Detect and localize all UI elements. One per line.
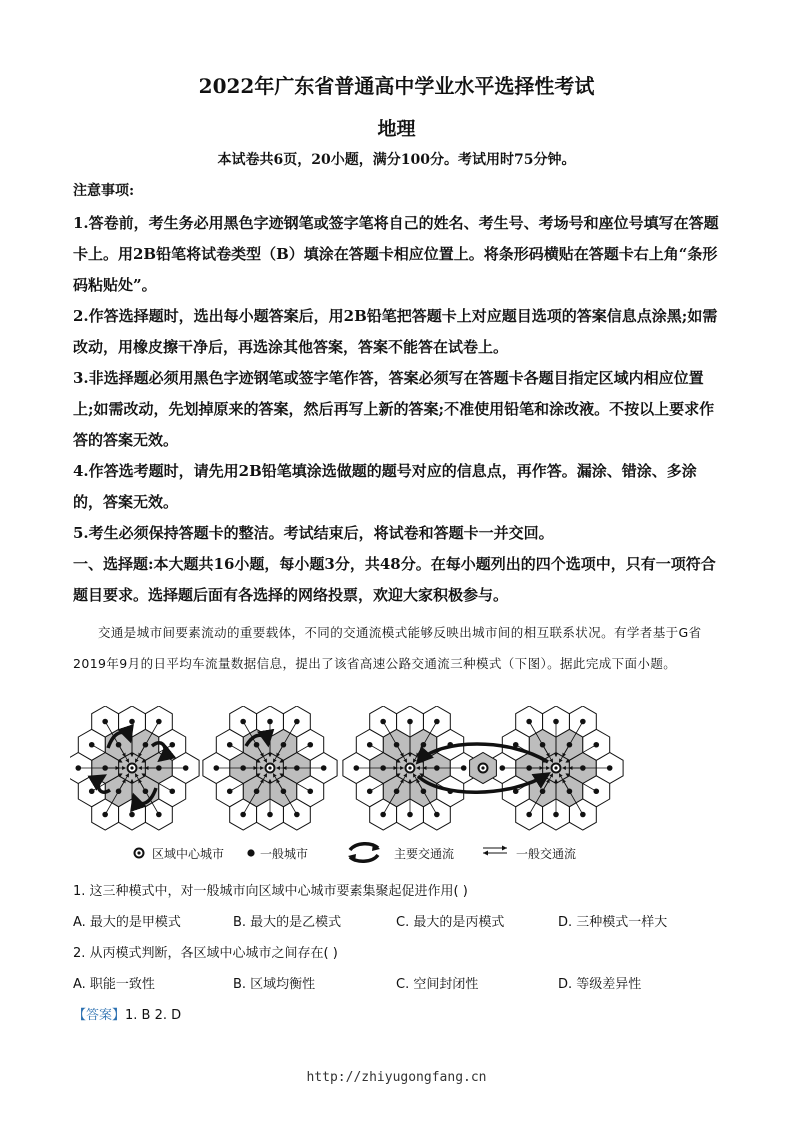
legend-center-city: 区域中心城市 (152, 847, 225, 861)
legend-general-city: 一般城市 (260, 847, 309, 861)
center-city-core (130, 766, 133, 769)
general-city-dot (267, 719, 273, 725)
general-city-dot (607, 765, 613, 771)
notice-item: 3.非选择题必须用黑色字迹钢笔或签字笔作答，答案必须写在答题卡各题目指定区域内相应位置上;如需改动，先划掉原来的答案，然后再写上新的答案;不准使用铅笔和涂改液。不按以上要求作答的答案无效。 (73, 369, 715, 449)
center-city-core (481, 766, 484, 769)
general-city-dot (513, 788, 519, 794)
general-city-dot (407, 812, 413, 818)
center-city-core (268, 766, 271, 769)
general-city-dot (434, 719, 440, 725)
notice-item: 4.作答选考题时，请先用2B铅笔填涂选做题的题号对应的信息点，再作答。漏涂、错涂、多涂的，答案无效。 (73, 462, 697, 511)
general-city-dot (421, 742, 427, 748)
general-city-dot (367, 788, 373, 794)
general-city-dot (156, 765, 162, 771)
answer-line (73, 1004, 181, 1023)
option-2a: A. 职能一致性 (73, 977, 155, 992)
general-city-dot (227, 788, 233, 794)
general-city-dot (526, 719, 532, 725)
figure-legend (132, 838, 602, 866)
general-city-dot (156, 812, 162, 818)
general-city-dot (580, 719, 586, 725)
general-city-dot (567, 742, 573, 748)
notice-list (73, 208, 723, 611)
general-city-dot (321, 765, 327, 771)
question-1: 1. 这三种模式中，对一般城市向区域中心城市要素集聚起促进作用( ) (73, 884, 468, 899)
general-city-dot (380, 812, 386, 818)
general-city-dot (169, 742, 175, 748)
general-city-dot (593, 788, 599, 794)
general-city-dot (567, 788, 573, 794)
general-city-dot (421, 788, 427, 794)
general-city-dot (116, 788, 122, 794)
center-city-core (408, 766, 411, 769)
general-city-dot (354, 765, 360, 771)
general-city-dot (240, 812, 246, 818)
option-2d: D. 等级差异性 (558, 977, 642, 992)
general-city-dot (447, 742, 453, 748)
general-city-dot (102, 765, 108, 771)
notice-heading: 注意事项: (73, 183, 135, 199)
general-city-dot (461, 765, 467, 771)
general-city-dot (540, 742, 546, 748)
option-1b: B. 最大的是乙模式 (233, 915, 342, 930)
general-city-dot (129, 719, 135, 725)
option-2b: B. 区域均衡性 (233, 977, 316, 992)
notice-item: 5.考生必须保持答题卡的整洁。考试结束后，将试卷和答题卡一并交回。 (73, 524, 554, 542)
option-2c: C. 空间封闭性 (396, 977, 479, 992)
option-1d: D. 三种模式一样大 (558, 915, 668, 930)
general-city-dot (394, 788, 400, 794)
general-city-dot (214, 765, 220, 771)
notice-item: 2.作答选择题时，选出每小题答案后，用2B铅笔把答题卡上对应题目选项的答案信息点涂黑;如需改动，用橡皮擦干净后，再选涂其他答案，答案不能答在试卷上。 (73, 307, 718, 356)
general-city-dot (380, 719, 386, 725)
general-city-dot (367, 742, 373, 748)
exam-info: 本试卷共6页，20小题，满分100分。考试用时75分钟。 (217, 152, 576, 168)
general-city-dot (183, 765, 189, 771)
general-city-dot (380, 765, 386, 771)
general-city-dot (307, 788, 313, 794)
general-city-dot (89, 788, 95, 794)
general-city-dot (89, 742, 95, 748)
center-city-core (554, 766, 557, 769)
notice-item: 1.答卷前，考生务必用黑色字迹钢笔或签字笔将自己的姓名、考生号、考场号和座位号填写在答题卡上。用2B铅笔将试卷类型（B）填涂在答题卡相应位置上。将条形码横贴在答题卡右上角“条形码粘贴处”。 (73, 214, 719, 294)
general-city-dot (294, 765, 300, 771)
general-city-dot (281, 742, 287, 748)
footer-url: http://zhiyugongfang.cn (306, 1070, 487, 1085)
general-city-dot (143, 742, 149, 748)
general-city-dot (254, 788, 260, 794)
passage (73, 617, 723, 679)
exam-title: 2022年广东省普通高中学业水平选择性考试 (198, 74, 595, 98)
general-city-dot (553, 812, 559, 818)
general-city-dot (593, 742, 599, 748)
question-2: 2. 从丙模式判断，各区域中心城市之间存在( ) (73, 946, 338, 961)
general-flow-icon (480, 844, 510, 858)
general-city-dot (281, 788, 287, 794)
legend-general-flow: 一般交通流 (516, 847, 577, 861)
general-city-dot (267, 812, 273, 818)
general-city-dot (143, 788, 149, 794)
general-city-dot (294, 812, 300, 818)
passage-text: 交通是城市间要素流动的重要载体，不同的交通流模式能够反映出城市间的相互联系状况。有学者基于G省2019年9月的日平均车流量数据信息，提出了该省高速公路交通流三种模式（下图）。据此完成下面小题。 (73, 625, 702, 671)
general-city-dot (294, 719, 300, 725)
center-city-icon (132, 846, 146, 860)
general-city-dot (307, 742, 313, 748)
general-city-dot (240, 765, 246, 771)
general-city-dot (227, 742, 233, 748)
general-city-dot (553, 719, 559, 725)
general-city-dot (169, 788, 175, 794)
general-city-dot (394, 742, 400, 748)
general-city-dot (407, 719, 413, 725)
traffic-flow-figure (70, 706, 630, 831)
general-city-dot (434, 765, 440, 771)
general-city-icon (246, 848, 256, 858)
general-city-dot (540, 788, 546, 794)
general-city-dot (526, 765, 532, 771)
general-city-dot (76, 765, 82, 771)
general-city-dot (513, 742, 519, 748)
general-city-dot (129, 812, 135, 818)
general-city-dot (116, 742, 122, 748)
section-instruction: 一、选择题:本大题共16小题，每小题3分，共48分。在每小题列出的四个选项中，只有一项符合题目要求。选择题后面有各选择的网络投票，欢迎大家积极参与。 (73, 555, 716, 604)
option-1c: C. 最大的是丙模式 (396, 915, 505, 930)
general-city-dot (240, 719, 246, 725)
general-city-dot (102, 812, 108, 818)
main-flow-icon (346, 840, 382, 864)
general-city-dot (434, 812, 440, 818)
legend-main-flow: 主要交通流 (394, 847, 455, 861)
general-city-dot (447, 788, 453, 794)
general-city-dot (102, 719, 108, 725)
general-city-dot (580, 812, 586, 818)
general-city-dot (254, 742, 260, 748)
subject-title: 地理 (377, 118, 416, 140)
general-city-dot (156, 719, 162, 725)
general-city-dot (580, 765, 586, 771)
general-city-dot (526, 812, 532, 818)
answer-text: 1. B 2. D (125, 1008, 182, 1023)
answer-tag: 【答案】 (73, 1008, 126, 1023)
general-city-dot (500, 765, 506, 771)
option-1a: A. 最大的是甲模式 (73, 915, 181, 930)
